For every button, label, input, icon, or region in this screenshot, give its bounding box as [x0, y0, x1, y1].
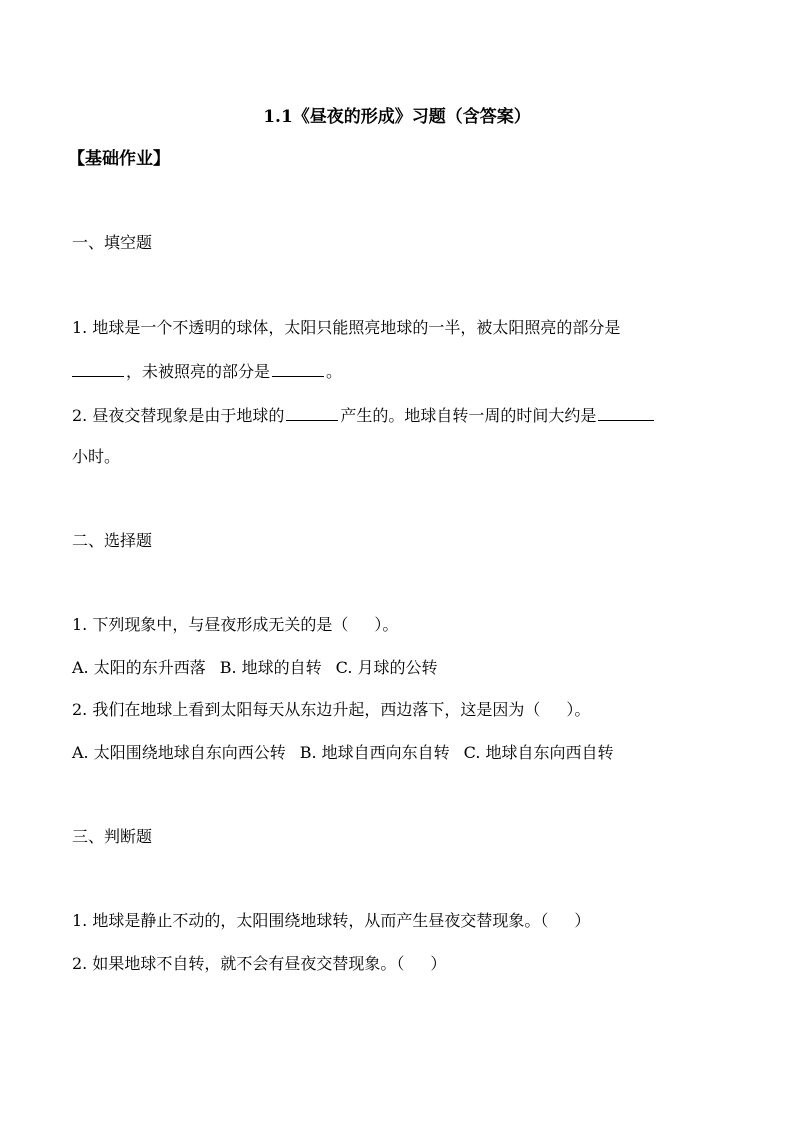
choice-q1-option-b[interactable]: B. 地球的自转 — [219, 658, 322, 677]
fill-q2-line1 — [72, 404, 654, 427]
fill-q1-line1 — [72, 317, 620, 339]
fill-q1-text-2: ，未被照亮的部分是 — [126, 362, 271, 381]
section-label: 【基础作业】 — [68, 149, 170, 169]
judge-q1 — [72, 910, 590, 932]
choice-q1-end: ）。 — [374, 615, 399, 634]
fill-q2-line2 — [72, 446, 120, 468]
fill-blank-heading: 一、填空题 — [72, 233, 153, 252]
choice-q2-end: ）。 — [566, 700, 591, 719]
page-title: 1.1《昼夜的形成》习题（含答案） — [263, 107, 531, 127]
fill-q1-text: 1. 地球是一个不透明的球体，太阳只能照亮地球的一半，被太阳照亮的部分是 — [72, 318, 621, 337]
judge-q2 — [72, 953, 446, 975]
fill-q1-blank-1[interactable] — [72, 360, 124, 377]
choice-q2-option-b[interactable]: B. 地球自西向东自转 — [299, 743, 450, 762]
choice-q1 — [72, 614, 398, 636]
choice-heading: 二、选择题 — [72, 531, 153, 550]
choice-q1-options — [72, 657, 438, 679]
choice-q1-option-c[interactable]: C. 月球的公转 — [335, 658, 438, 677]
choice-q2-options — [72, 742, 614, 764]
choice-q2 — [72, 699, 590, 721]
fill-q2-text-2: 产生的。地球自转一周的时间大约是 — [340, 406, 597, 425]
choice-q2-option-c[interactable]: C. 地球自东向西自转 — [463, 743, 614, 762]
fill-q1-line2 — [72, 360, 342, 383]
choice-q1-text: 1. 下列现象中，与昼夜形成无关的是（ — [72, 615, 349, 634]
judge-heading: 三、判断题 — [72, 827, 153, 846]
fill-q2-blank-1[interactable] — [286, 404, 338, 421]
choice-q2-text: 2. 我们在地球上看到太阳每天从东边升起，西边落下，这是因为（ — [72, 700, 541, 719]
choice-q1-option-a[interactable]: A. 太阳的东升西落 — [72, 658, 206, 677]
fill-q1-text-3: 。 — [326, 362, 343, 381]
fill-q2-text-3: 小时。 — [72, 447, 121, 466]
judge-q2-text: 2. 如果地球不自转，就不会有昼夜交替现象。（ — [72, 954, 405, 973]
judge-q2-end: ） — [430, 954, 447, 973]
judge-q1-end: ） — [574, 911, 591, 930]
fill-q2-text: 2. 昼夜交替现象是由于地球的 — [72, 406, 285, 425]
fill-q2-blank-2[interactable] — [598, 404, 654, 421]
fill-q1-blank-2[interactable] — [272, 360, 324, 377]
judge-q1-text: 1. 地球是静止不动的，太阳围绕地球转，从而产生昼夜交替现象。（ — [72, 911, 549, 930]
choice-q2-option-a[interactable]: A. 太阳围绕地球自东向西公转 — [72, 743, 286, 762]
